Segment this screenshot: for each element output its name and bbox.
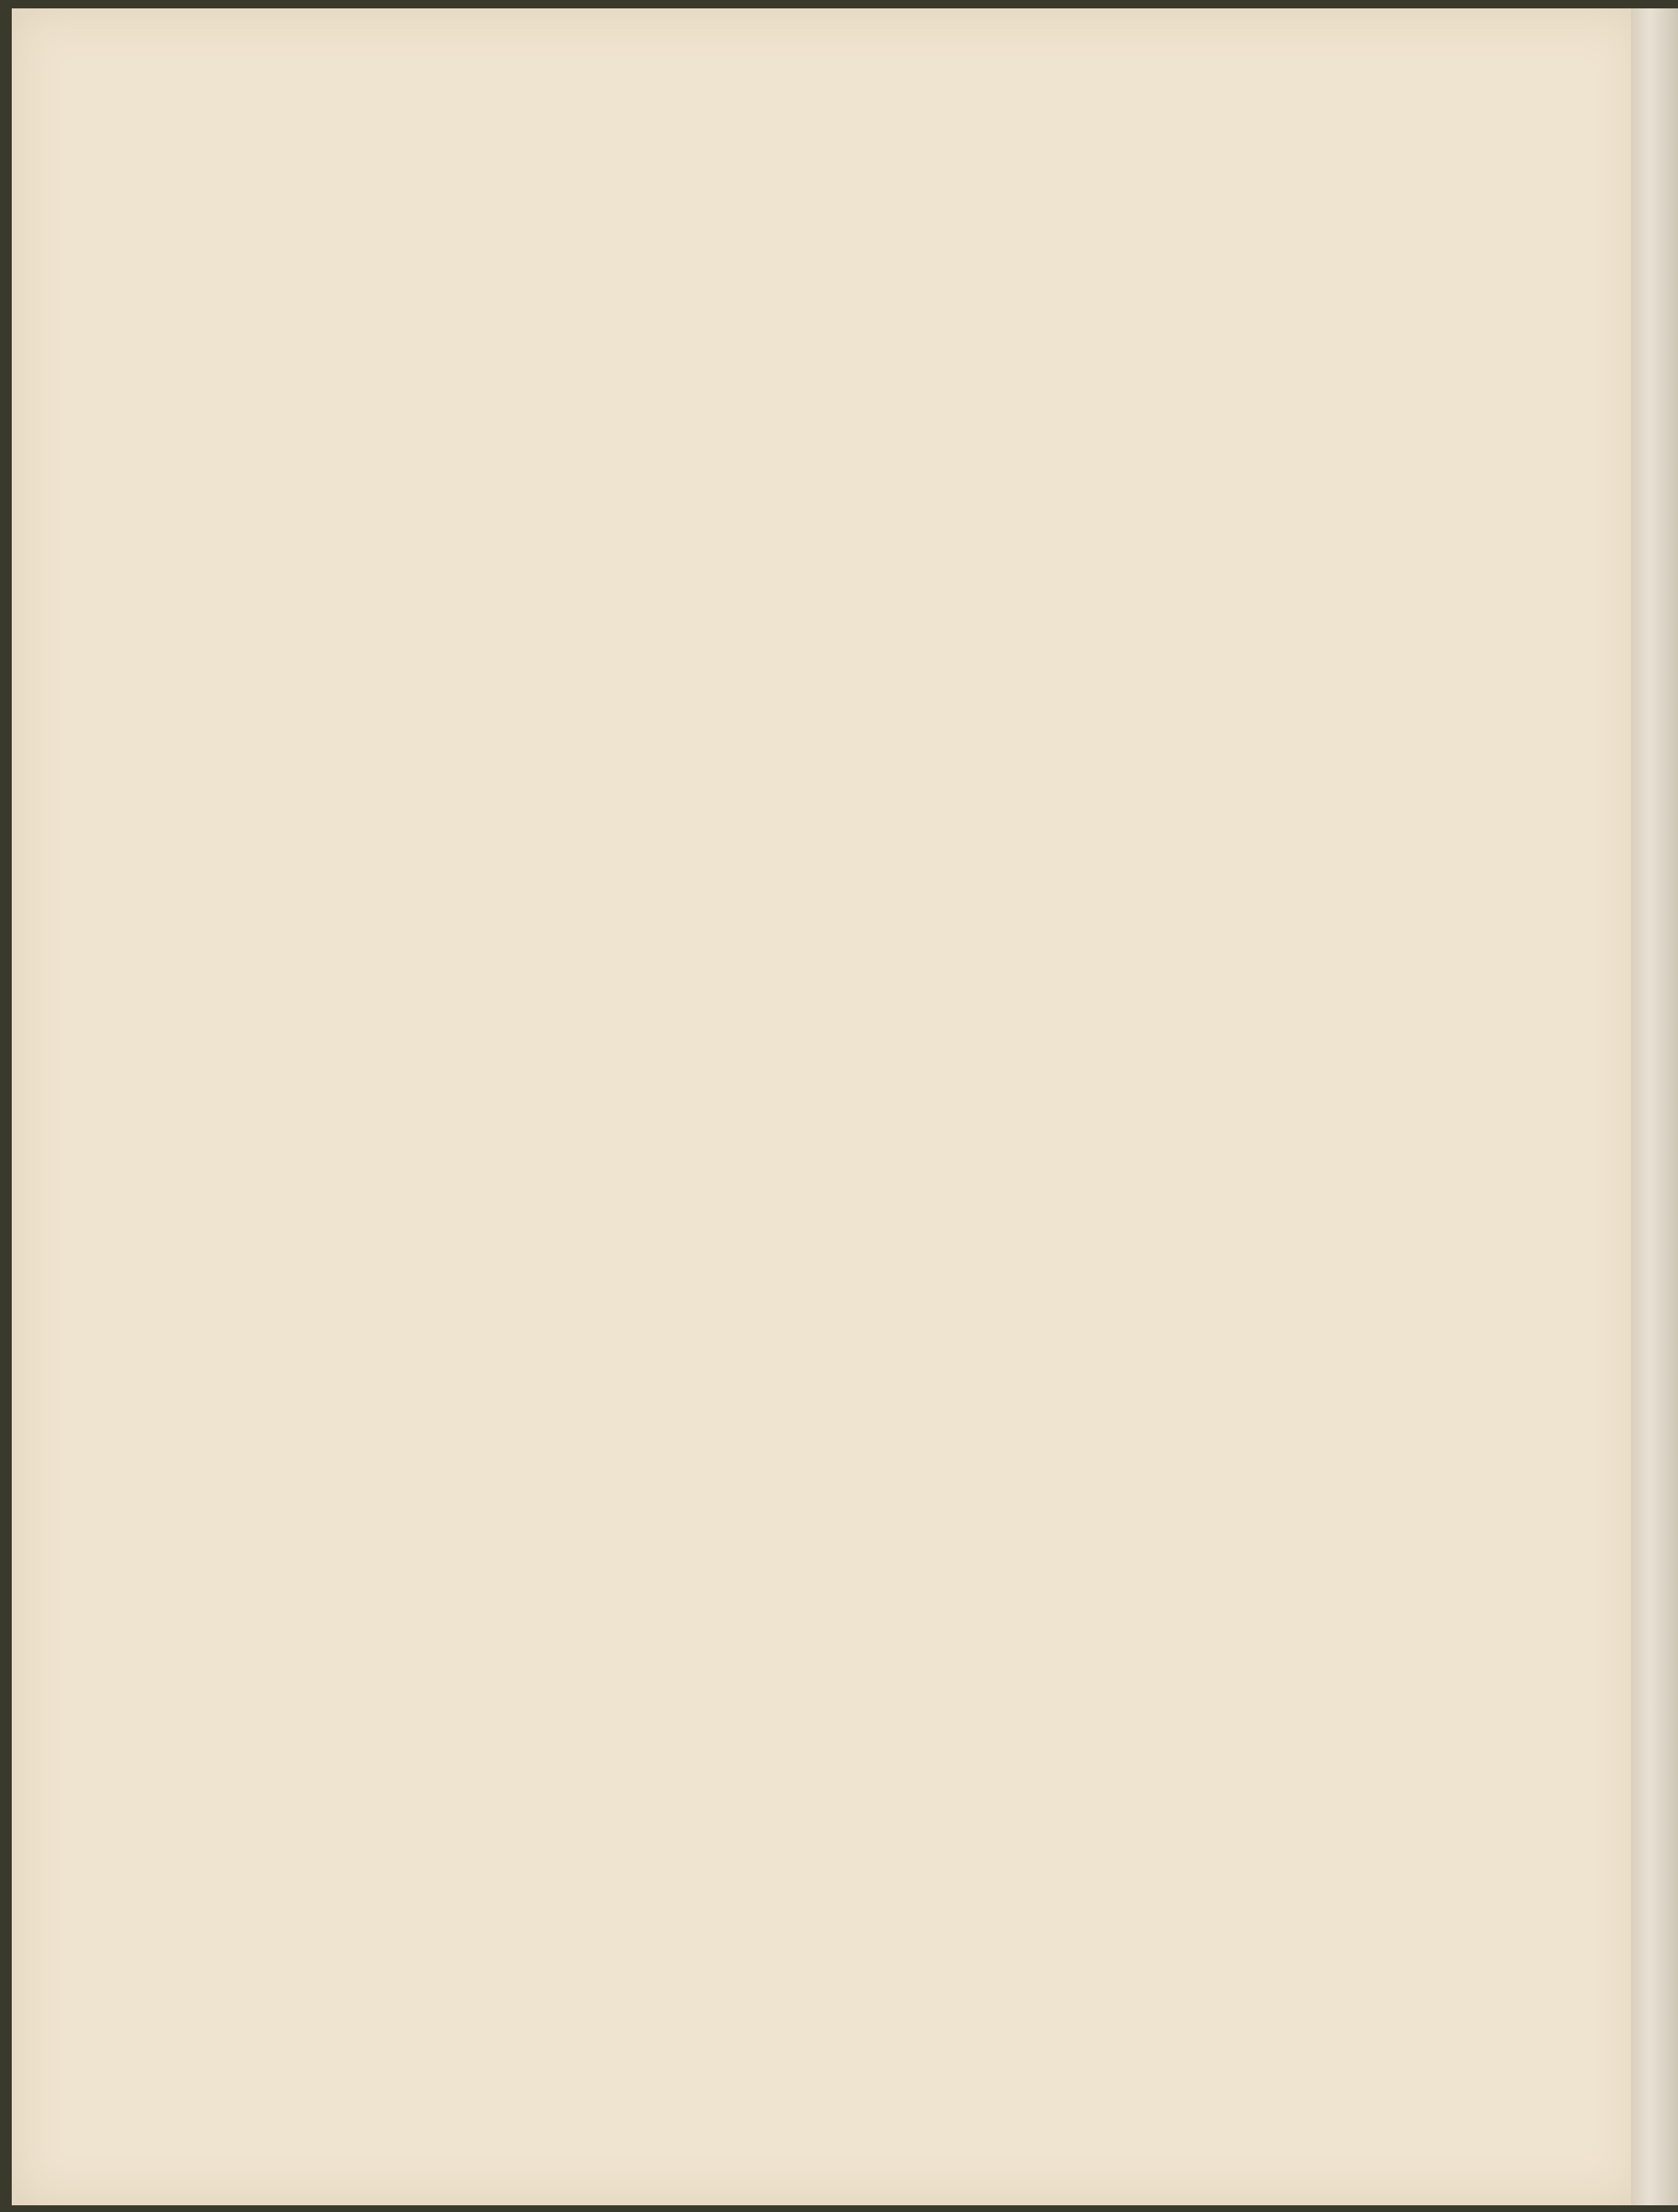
book-page: [12, 8, 1643, 2205]
book-gutter: [1631, 8, 1678, 2205]
